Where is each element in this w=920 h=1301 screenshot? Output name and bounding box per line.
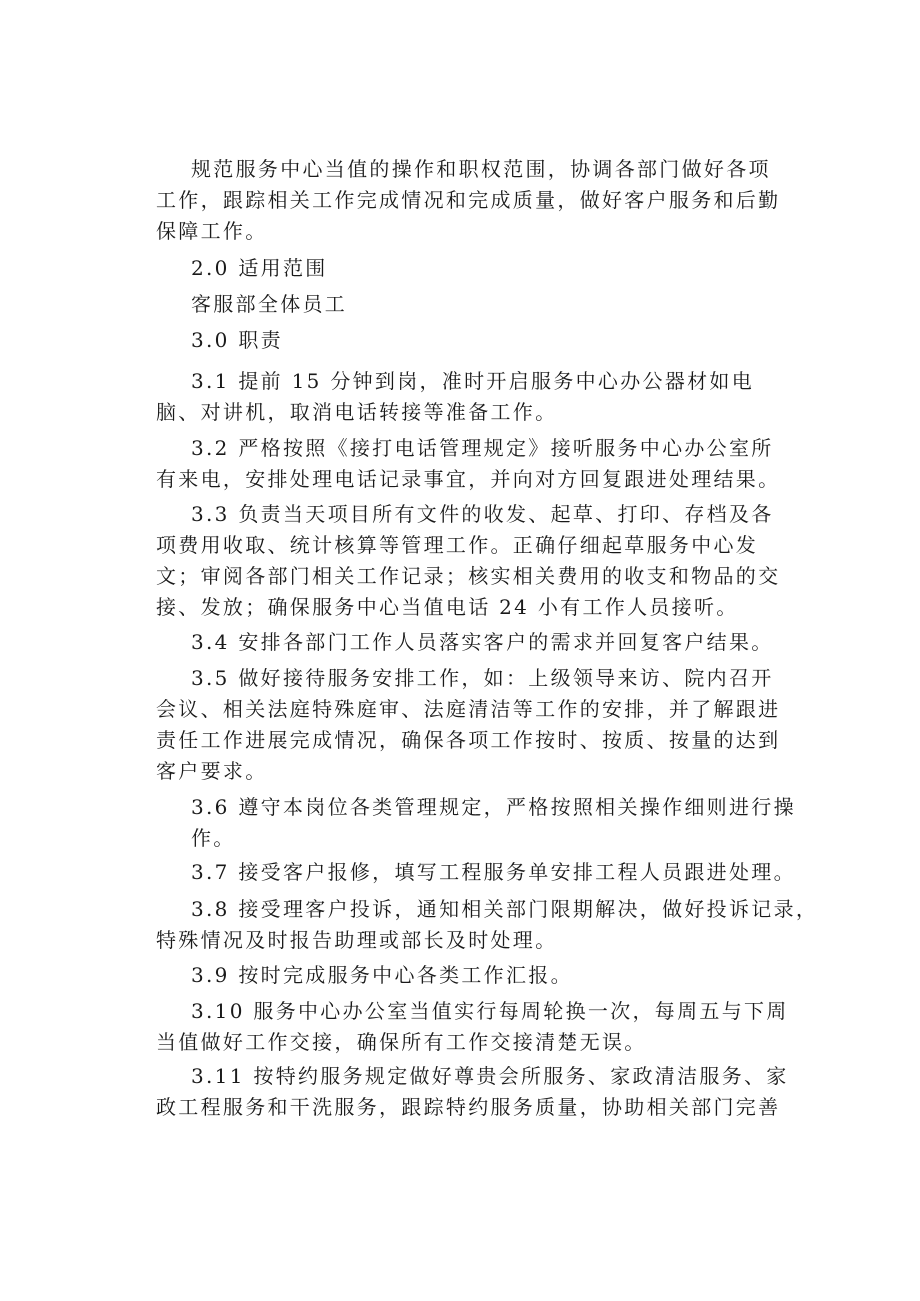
duty-3-10: [156, 996, 789, 1058]
section-heading-duties: [156, 325, 776, 356]
text-line: 2.0 适用范围: [191, 256, 328, 280]
duty-3-8: [156, 894, 819, 956]
text-line: 3.7 接受客户报修，填写工程服务单安排工程人员跟进处理。: [191, 860, 796, 884]
text-line: 客服部全体员工: [191, 292, 348, 316]
text-line: 3.3 负责当天项目所有文件的收发、起草、打印、存档及各: [191, 502, 774, 526]
text-line: 3.8 接受理客户投诉，通知相关部门限期解决，做好投诉记录，: [191, 897, 819, 921]
duty-3-2: [156, 433, 781, 495]
text-line: 脑、对讲机，取消电话转接等准备工作。: [156, 400, 558, 424]
text-line: 3.10 服务中心办公室当值实行每周轮换一次，每周五与下周: [191, 999, 789, 1023]
duty-3-7: [156, 857, 796, 888]
text-line: 当值做好工作交接，确保所有工作交接清楚无误。: [156, 1030, 647, 1054]
text-line: 客户要求。: [156, 759, 268, 783]
purpose-paragraph: [156, 154, 781, 247]
text-line: 特殊情况及时报告助理或部长及时处理。: [156, 928, 558, 952]
text-line: 3.6 遵守本岗位各类管理规定，严格按照相关操作细则进行操: [191, 795, 796, 819]
duty-3-9: [156, 960, 776, 991]
text-line: 3.9 按时完成服务中心各类工作汇报。: [191, 963, 573, 987]
text-line: 会议、相关法庭特殊庭审、法庭清洁等工作的安排，并了解跟进: [156, 697, 781, 721]
text-line: 3.5 做好接待服务安排工作，如：上级领导来访、院内召开: [191, 666, 774, 690]
section-heading-scope: [156, 253, 776, 284]
text-line: 作。: [191, 826, 236, 850]
scope-paragraph: [156, 289, 776, 320]
text-line: 接、发放；确保服务中心当值电话 24 小有工作人员接听。: [156, 595, 739, 619]
text-line: 3.1 提前 15 分钟到岗，准时开启服务中心办公器材如电: [191, 369, 755, 393]
text-line: 3.11 按特约服务规定做好尊贵会所服务、家政清洁服务、家: [191, 1064, 789, 1088]
duty-3-1: [156, 366, 776, 428]
text-line: 保障工作。: [156, 219, 268, 243]
text-line: 有来电，安排处理电话记录事宜，并向对方回复跟进处理结果。: [156, 467, 781, 491]
text-line: 政工程服务和干洗服务，跟踪特约服务质量，协助相关部门完善: [156, 1095, 781, 1119]
text-line: 3.0 职责: [191, 328, 283, 352]
text-line: 文；审阅各部门相关工作记录；核实相关费用的收支和物品的交: [156, 564, 781, 588]
duty-3-5: [156, 663, 781, 787]
duty-3-3: [156, 499, 781, 623]
text-line: 工作，跟踪相关工作完成情况和完成质量，做好客户服务和后勤: [156, 188, 781, 212]
text-line: 规范服务中心当值的操作和职权范围，协调各部门做好各项: [191, 157, 771, 181]
text-line: 3.2 严格按照《接打电话管理规定》接听服务中心办公室所: [191, 436, 774, 460]
text-line: 责任工作进展完成情况，确保各项工作按时、按质、按量的达到: [156, 728, 781, 752]
text-line: 项费用收取、统计核算等管理工作。正确仔细起草服务中心发: [156, 533, 759, 557]
duty-3-6: [156, 792, 796, 854]
duty-3-11: [156, 1061, 789, 1123]
duty-3-4: [156, 627, 776, 658]
text-line: 3.4 安排各部门工作人员落实客户的需求并回复客户结果。: [191, 630, 774, 654]
